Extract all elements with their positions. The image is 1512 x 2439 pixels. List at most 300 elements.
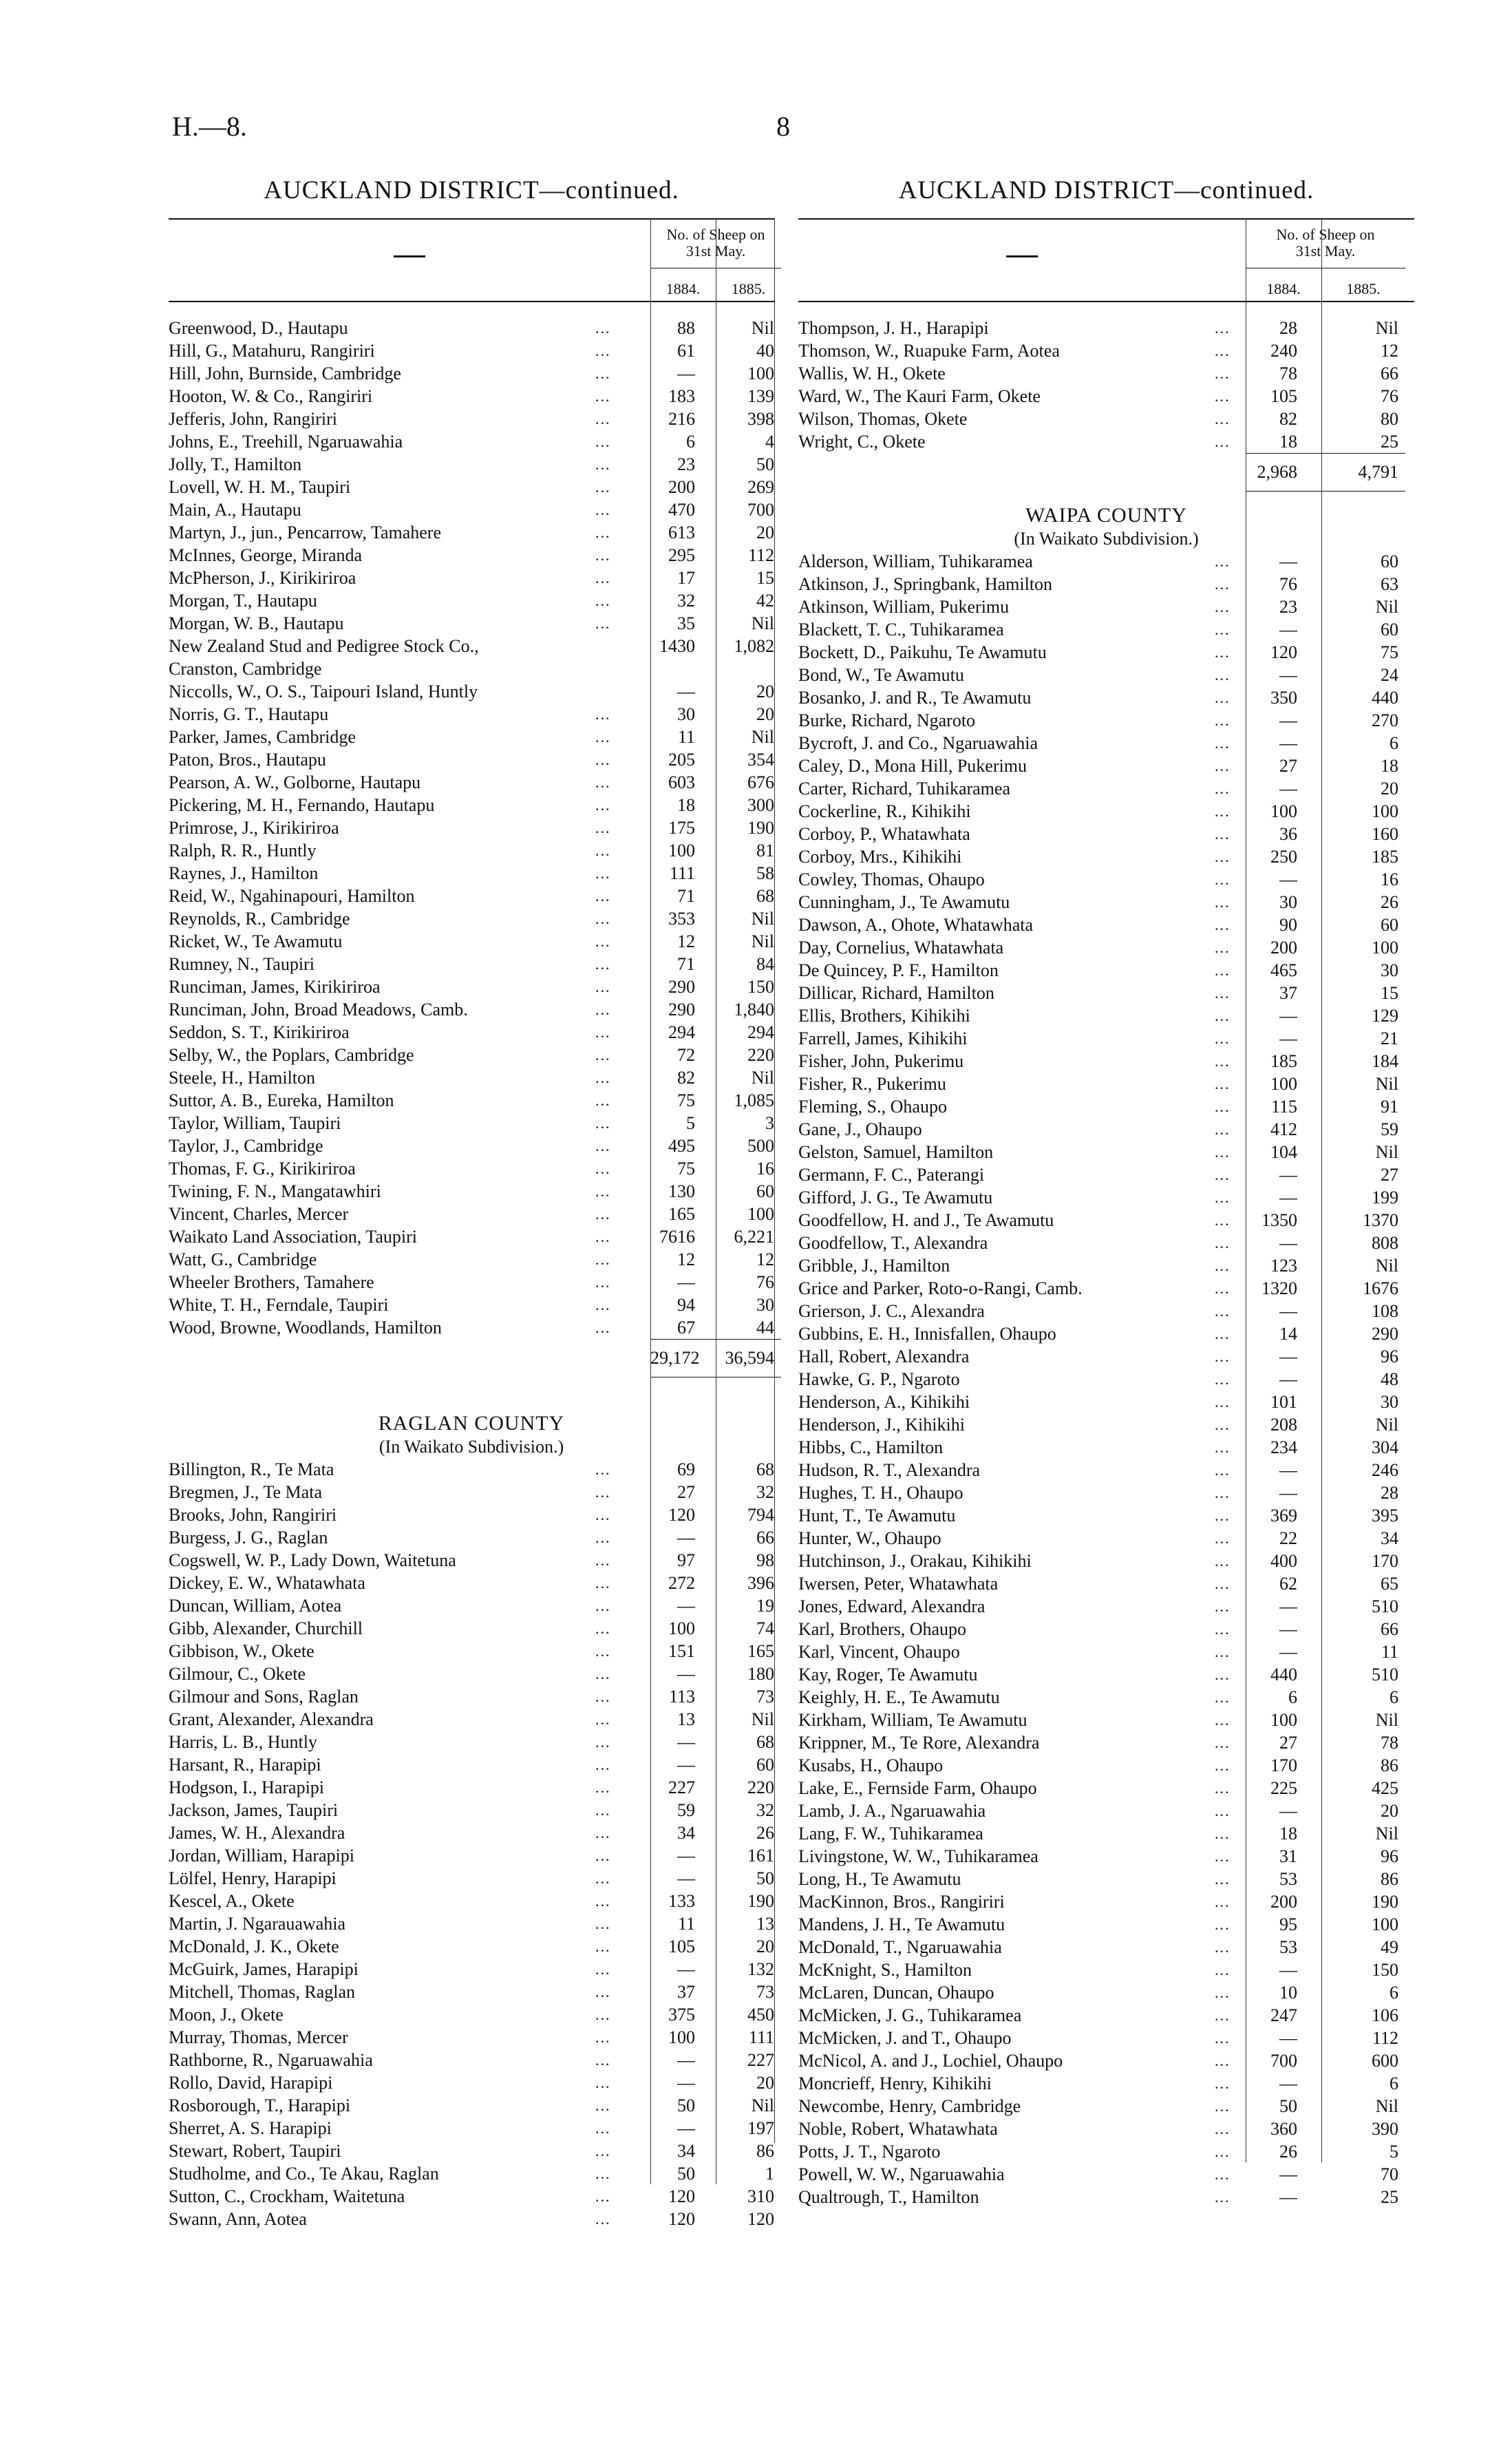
table-row [169, 1134, 774, 1157]
row-name: Wood, Browne, Woodlands, Hamilton [169, 1318, 442, 1338]
value-1885: 91 [1381, 1097, 1398, 1117]
row-name: McNicol, A. and J., Lochiel, Ohaupo [798, 2051, 1063, 2071]
value-1884: 11 [677, 727, 695, 747]
value-1884: 53 [1279, 1869, 1297, 1889]
sheep-heading-line2: 31st May. [1295, 242, 1356, 260]
table-row [169, 2140, 774, 2162]
value-1885: 398 [747, 409, 774, 429]
value-1885: 18 [1381, 756, 1398, 776]
row-name: McInnes, George, Miranda [169, 545, 363, 565]
value-1885: 161 [747, 1846, 774, 1866]
value-1885: Nil [751, 1068, 774, 1088]
row-name: Gane, J., Ohaupo [798, 1119, 922, 1139]
value-1884: — [1279, 1301, 1297, 1321]
value-1884: 71 [677, 886, 695, 906]
table-row [169, 1021, 774, 1044]
value-1885: 190 [747, 1891, 774, 1911]
row-leader: ... [595, 1665, 611, 1682]
row-name: Burke, Richard, Ngaroto [798, 710, 976, 730]
table-row [169, 1844, 774, 1867]
row-leader: ... [1215, 1961, 1231, 1978]
value-1885: 86 [756, 2141, 774, 2161]
value-1884: 5 [686, 1113, 695, 1133]
table-row [169, 1294, 774, 1316]
row-leader: ... [1215, 757, 1231, 774]
table-row [169, 975, 774, 998]
row-leader: ... [595, 365, 611, 382]
value-1884: 59 [677, 1800, 695, 1820]
value-1885: 425 [1372, 1778, 1398, 1798]
table-row [169, 885, 774, 907]
value-1884: — [1279, 1187, 1297, 1207]
table-row [169, 657, 774, 680]
row-leader: ... [595, 1824, 611, 1841]
value-1884: — [1279, 2164, 1297, 2184]
value-1885: 48 [1381, 1369, 1398, 1389]
row-name: Jolly, T., Hamilton [169, 454, 302, 474]
value-1884: 240 [1270, 341, 1297, 361]
value-1884: 200 [1270, 938, 1297, 958]
row-name: Hawke, G. P., Ngaroto [798, 1369, 960, 1389]
value-1884: 72 [677, 1045, 695, 1065]
value-1885: 86 [1381, 1755, 1398, 1775]
row-leader: ... [1215, 2029, 1231, 2047]
row-name: Seddon, S. T., Kirikiriroa [169, 1022, 350, 1042]
row-name: Carter, Richard, Tuhikaramea [798, 779, 1010, 799]
row-leader: ... [595, 1160, 611, 1177]
row-name: Moncrieff, Henry, Kihikihi [798, 2073, 992, 2093]
row-leader: ... [1215, 319, 1231, 337]
row-name: McLaren, Duncan, Ohaupo [798, 1983, 994, 2003]
table-row [169, 2117, 774, 2140]
value-1884: — [1279, 1347, 1297, 1366]
value-1884: 250 [1270, 847, 1297, 867]
row-leader: ... [595, 865, 611, 882]
row-name: Parker, James, Cambridge [169, 727, 356, 747]
row-name: Watt, G., Cambridge [169, 1249, 317, 1269]
row-name: Brooks, John, Rangiriri [169, 1505, 337, 1525]
value-1884: 27 [677, 1482, 695, 1502]
value-1884: 165 [668, 1204, 695, 1224]
row-leader: ... [595, 910, 611, 927]
value-1885: 58 [756, 863, 774, 883]
row-name: Primrose, J., Kirikiriroa [169, 818, 339, 838]
value-1884: 34 [677, 1823, 695, 1843]
value-1884: 28 [1279, 318, 1297, 338]
value-1884: — [1279, 1960, 1297, 1980]
table-row [169, 726, 774, 748]
row-name: Pickering, M. H., Fernando, Hautapu [169, 795, 435, 815]
row-leader: ... [1215, 388, 1231, 405]
value-1884: — [677, 1664, 695, 1684]
value-1884: 105 [1270, 386, 1297, 406]
row-leader: ... [1215, 962, 1231, 979]
value-1885: 30 [1381, 960, 1398, 980]
value-1885: 16 [756, 1159, 774, 1179]
row-leader: ... [595, 1847, 611, 1864]
row-name: De Quincey, P. F., Hamilton [798, 960, 999, 980]
row-leader: ... [595, 524, 611, 541]
row-leader: ... [1215, 1098, 1231, 1115]
value-1884: 100 [1270, 1074, 1297, 1094]
row-name: Thomson, W., Ruapuke Farm, Aotea [798, 341, 1060, 361]
value-1885: 50 [756, 454, 774, 474]
row-leader: ... [595, 1115, 611, 1132]
value-1884: 88 [677, 318, 695, 338]
row-name: Newcombe, Henry, Cambridge [798, 2096, 1021, 2116]
value-1885: 20 [756, 522, 774, 542]
row-leader: ... [1215, 644, 1231, 661]
value-1885: 49 [1381, 1937, 1398, 1957]
row-name: Hooton, W. & Co., Rangiriri [169, 386, 373, 406]
value-1884: 35 [677, 613, 695, 633]
value-1884: 369 [1270, 1506, 1297, 1525]
row-name: McMicken, J. and T., Ohaupo [798, 2028, 1012, 2048]
table-row [169, 680, 774, 703]
value-1884: 27 [1279, 756, 1297, 776]
row-leader: ... [1215, 1916, 1231, 1933]
table-row [169, 1066, 774, 1089]
row-name: Atkinson, William, Pukerimu [798, 597, 1010, 617]
row-name: Rumney, N., Taupiri [169, 954, 315, 974]
table-row [169, 839, 774, 862]
row-name: Hudson, R. T., Alexandra [798, 1460, 981, 1480]
table-row [169, 1935, 774, 1958]
row-leader: ... [1215, 1075, 1231, 1092]
row-name: Waikato Land Association, Taupiri [169, 1227, 417, 1247]
row-leader: ... [1215, 1257, 1231, 1274]
value-1885: 74 [756, 1618, 774, 1638]
row-leader: ... [1215, 1848, 1231, 1865]
row-name: Moon, J., Okete [169, 2005, 284, 2025]
value-1885: 354 [747, 750, 774, 770]
row-leader: ... [595, 1137, 611, 1154]
value-1885: 4 [765, 432, 774, 452]
table-row [169, 2185, 774, 2208]
row-name: Lang, F. W., Tuhikaramea [798, 1824, 983, 1844]
row-name: Martyn, J., jun., Pencarrow, Tamahere [169, 522, 442, 542]
value-1885: 269 [747, 477, 774, 497]
value-1885: 20 [756, 682, 774, 701]
row-leader: ... [1215, 1711, 1231, 1729]
row-leader: ... [1215, 1893, 1231, 1910]
row-leader: ... [595, 592, 611, 609]
row-name: Johns, E., Treehill, Ngaruawahia [169, 432, 403, 452]
year-1885: 1885. [1346, 280, 1381, 297]
value-1884: 26 [1279, 2142, 1297, 2162]
row-name: Jackson, James, Taupiri [169, 1800, 339, 1820]
section-subtitle: (In Waikato Subdivision.) [379, 1437, 564, 1457]
value-1884: 12 [677, 931, 695, 951]
value-1884: 120 [1270, 642, 1297, 662]
row-name: Main, A., Hautapu [169, 500, 301, 520]
value-1885: 59 [1381, 1119, 1398, 1139]
row-name: Lölfel, Henry, Harapipi [169, 1868, 337, 1888]
row-name: Grice and Parker, Roto-o-Rangi, Camb. [798, 1278, 1083, 1298]
value-1884: — [1279, 551, 1297, 571]
row-name: Vincent, Charles, Mercer [169, 1204, 349, 1224]
row-name: McKnight, S., Hamilton [798, 1960, 972, 1980]
value-1884: 34 [677, 2141, 695, 2161]
value-1885: 1,840 [734, 1000, 774, 1020]
value-1884: 31 [1279, 1846, 1297, 1866]
value-1884: 1430 [659, 636, 695, 656]
row-leader: ... [1215, 1552, 1231, 1570]
value-1884: — [677, 1868, 695, 1888]
sheep-heading-line1: No. of Sheep on [666, 226, 765, 243]
row-name: Swann, Ann, Aotea [169, 2209, 307, 2229]
value-1884: 603 [668, 772, 695, 792]
table-row [169, 930, 774, 953]
value-1885: 510 [1372, 1665, 1398, 1685]
row-name: Taylor, J., Cambridge [169, 1136, 323, 1156]
row-leader: ... [595, 2210, 611, 2228]
value-1885: 185 [1372, 847, 1398, 867]
row-leader: ... [595, 706, 611, 723]
table-row [169, 1890, 774, 1912]
column-rule [650, 218, 651, 2184]
row-leader: ... [595, 1461, 611, 1478]
row-leader: ... [1215, 1416, 1231, 1433]
table-row [169, 2026, 774, 2049]
value-1884: 100 [668, 841, 695, 860]
row-name: Gribble, J., Hamilton [798, 1256, 950, 1276]
row-leader: ... [595, 1092, 611, 1109]
table-row [169, 1225, 774, 1248]
value-1884: 185 [1270, 1051, 1297, 1071]
value-1884: 101 [1270, 1392, 1297, 1412]
value-1884: 360 [1270, 2119, 1297, 2139]
table-row [169, 2208, 774, 2230]
row-name: Hodgson, I., Harapipi [169, 1777, 325, 1797]
row-name: Lamb, J. A., Ngaruawahia [798, 1801, 986, 1821]
sheep-heading-line1: No. of Sheep on [1276, 226, 1375, 243]
row-leader: ... [1215, 1825, 1231, 1842]
value-1885: 129 [1372, 1006, 1398, 1026]
row-leader: ... [1215, 1007, 1231, 1024]
year-1884: 1884. [666, 280, 701, 297]
row-name: Hutchinson, J., Orakau, Kihikihi [798, 1551, 1032, 1571]
value-1884: 120 [668, 1505, 695, 1525]
value-1885: 26 [1381, 892, 1398, 912]
value-1885: 68 [756, 1459, 774, 1479]
row-name: Gubbins, E. H., Innisfallen, Ohaupo [798, 1324, 1056, 1344]
value-1885: 6 [1389, 1687, 1398, 1707]
row-name: Caley, D., Mona Hill, Pukerimu [798, 756, 1027, 776]
row-leader: ... [595, 1506, 611, 1523]
value-1884: 69 [677, 1459, 695, 1479]
value-1884: 1350 [1261, 1210, 1297, 1230]
value-1885: Nil [751, 909, 774, 929]
value-1884: 247 [1270, 2005, 1297, 2025]
row-leader: ... [595, 1961, 611, 1978]
row-name: Sherret, A. S. Harapipi [169, 2118, 332, 2138]
row-name: Powell, W. W., Ngaruawahia [798, 2164, 1005, 2184]
table-row [169, 430, 774, 453]
value-1885: 66 [1381, 363, 1398, 383]
row-leader: ... [595, 342, 611, 359]
value-1884: 76 [1279, 574, 1297, 594]
value-1885: 794 [747, 1505, 774, 1525]
row-leader: ... [595, 1756, 611, 1773]
value-1885: 304 [1372, 1437, 1398, 1457]
row-name: Dickey, E. W., Whatawhata [169, 1573, 365, 1593]
table-row [169, 1526, 774, 1549]
row-name: Goodfellow, T., Alexandra [798, 1233, 988, 1253]
row-leader: ... [595, 1802, 611, 1819]
value-1884: 111 [669, 863, 695, 883]
value-1885: Nil [751, 318, 774, 338]
value-1885: 24 [1381, 665, 1398, 685]
row-leader: ... [595, 456, 611, 473]
row-name: Wilson, Thomas, Okete [798, 409, 968, 429]
value-1885: Nil [751, 931, 774, 951]
table-row [169, 498, 774, 521]
row-leader: ... [1215, 1461, 1231, 1479]
row-name: Hughes, T. H., Ohaupo [798, 1483, 963, 1503]
value-1885: 73 [756, 1982, 774, 2002]
row-name: Lovell, W. H. M., Taupiri [169, 477, 351, 497]
value-1884: 272 [668, 1573, 695, 1593]
row-leader: ... [595, 1205, 611, 1223]
value-1885: 78 [1381, 1733, 1398, 1753]
table-row [169, 862, 774, 885]
value-1885: 1 [765, 2164, 774, 2184]
value-1884: 113 [668, 1687, 695, 1707]
value-1885: 11 [1381, 1642, 1398, 1662]
value-1884: 115 [1270, 1097, 1297, 1117]
value-1884: 50 [677, 2164, 695, 2184]
value-1884: 123 [1270, 1256, 1297, 1276]
value-1885: 26 [756, 1823, 774, 1843]
value-1885: 25 [1381, 2187, 1398, 2207]
row-leader: ... [595, 2165, 611, 2182]
row-name: Karl, Vincent, Ohaupo [798, 1642, 960, 1662]
header-dash [1006, 255, 1038, 257]
value-1884: 290 [668, 1000, 695, 1020]
row-leader: ... [1215, 735, 1231, 752]
row-leader: ... [1215, 1189, 1231, 1206]
row-name: Morgan, T., Hautapu [169, 591, 317, 611]
value-1884: — [1279, 1801, 1297, 1821]
value-1884: 6 [686, 432, 695, 452]
table-row [169, 339, 774, 362]
row-name: Potts, J. T., Ngaroto [798, 2142, 941, 2162]
value-1885: 220 [747, 1045, 774, 1065]
value-1885: 68 [756, 886, 774, 906]
value-1885: 34 [1381, 1528, 1398, 1548]
row-name: Hall, Robert, Alexandra [798, 1347, 970, 1366]
value-1885: 30 [1381, 1392, 1398, 1412]
value-1885: 160 [1372, 824, 1398, 844]
value-1884: — [1279, 2187, 1297, 2207]
row-name: Kirkham, William, Te Awamutu [798, 1710, 1027, 1730]
value-1885: 42 [756, 591, 774, 611]
value-1884: — [1279, 1165, 1297, 1185]
value-1885: Nil [1375, 1824, 1398, 1844]
row-leader: ... [595, 1711, 611, 1728]
row-leader: ... [595, 2142, 611, 2160]
value-1885: 246 [1372, 1460, 1398, 1480]
table-row [169, 953, 774, 975]
value-1885: Nil [751, 727, 774, 747]
row-name: Cunningham, J., Te Awamutu [798, 892, 1010, 912]
value-1884: — [677, 2118, 695, 2138]
table-row [169, 1271, 774, 1294]
row-leader: ... [1215, 1757, 1231, 1774]
value-1885: 3 [765, 1113, 774, 1133]
row-leader: ... [1215, 1439, 1231, 1456]
row-leader: ... [595, 1597, 611, 1614]
value-1885: 139 [747, 386, 774, 406]
row-leader: ... [1215, 2188, 1231, 2206]
row-name: Wheeler Brothers, Tamahere [169, 1272, 374, 1292]
value-1885: 75 [1381, 642, 1398, 662]
row-name: Corboy, Mrs., Kihikihi [798, 847, 962, 867]
value-1884: 71 [677, 954, 695, 974]
value-1885: 808 [1372, 1233, 1398, 1253]
row-name: Runciman, John, Broad Meadows, Camb. [169, 1000, 468, 1020]
row-leader: ... [595, 2051, 611, 2069]
value-1884: — [1279, 2073, 1297, 2093]
value-1884: — [677, 1846, 695, 1866]
row-name: Bosanko, J. and R., Te Awamutu [798, 688, 1032, 708]
value-1884: 82 [1279, 409, 1297, 429]
row-name: Hill, G., Matahuru, Rangiriri [169, 341, 375, 361]
row-leader: ... [595, 501, 611, 518]
value-1884: 613 [668, 522, 695, 542]
row-name: MacKinnon, Bros., Rangiriri [798, 1892, 1005, 1912]
row-leader: ... [595, 1024, 611, 1041]
row-leader: ... [595, 615, 611, 632]
value-1884: — [677, 1732, 695, 1752]
value-1885: 165 [747, 1641, 774, 1661]
row-leader: ... [595, 1870, 611, 1887]
value-1885: 170 [1372, 1551, 1398, 1571]
row-name: Duncan, William, Aotea [169, 1596, 342, 1616]
row-name: Noble, Robert, Whatawhata [798, 2119, 998, 2139]
value-1885: 290 [1372, 1324, 1398, 1344]
value-1884: 27 [1279, 1733, 1297, 1753]
value-1885: 150 [747, 977, 774, 997]
value-1884: 14 [1279, 1324, 1297, 1344]
row-name: Keighly, H. E., Te Awamutu [798, 1687, 1000, 1707]
value-1884: 17 [677, 568, 695, 588]
table-row [169, 1572, 774, 1594]
row-name: Rosborough, T., Harapipi [169, 2095, 351, 2115]
table-row [169, 771, 774, 794]
value-1885: 220 [747, 1777, 774, 1797]
value-1885: 700 [747, 500, 774, 520]
row-leader: ... [1215, 553, 1231, 570]
value-1884: 94 [677, 1295, 695, 1315]
row-leader: ... [1215, 1939, 1231, 1956]
row-name: Billington, R., Te Mata [169, 1459, 334, 1479]
value-1884: 100 [668, 1618, 695, 1638]
row-leader: ... [1215, 2007, 1231, 2024]
value-1885: 15 [756, 568, 774, 588]
table-row [169, 1981, 774, 2003]
value-1884: 10 [1279, 1983, 1297, 2003]
table-row [169, 408, 774, 430]
row-leader: ... [1215, 1234, 1231, 1252]
row-name: Hill, John, Burnside, Cambridge [169, 363, 401, 383]
value-1885: 112 [1372, 2028, 1398, 2048]
row-name: Bond, W., Te Awamutu [798, 665, 964, 685]
page-number: 8 [776, 111, 790, 142]
row-leader: ... [595, 1319, 611, 1336]
value-1884: 32 [677, 591, 695, 611]
